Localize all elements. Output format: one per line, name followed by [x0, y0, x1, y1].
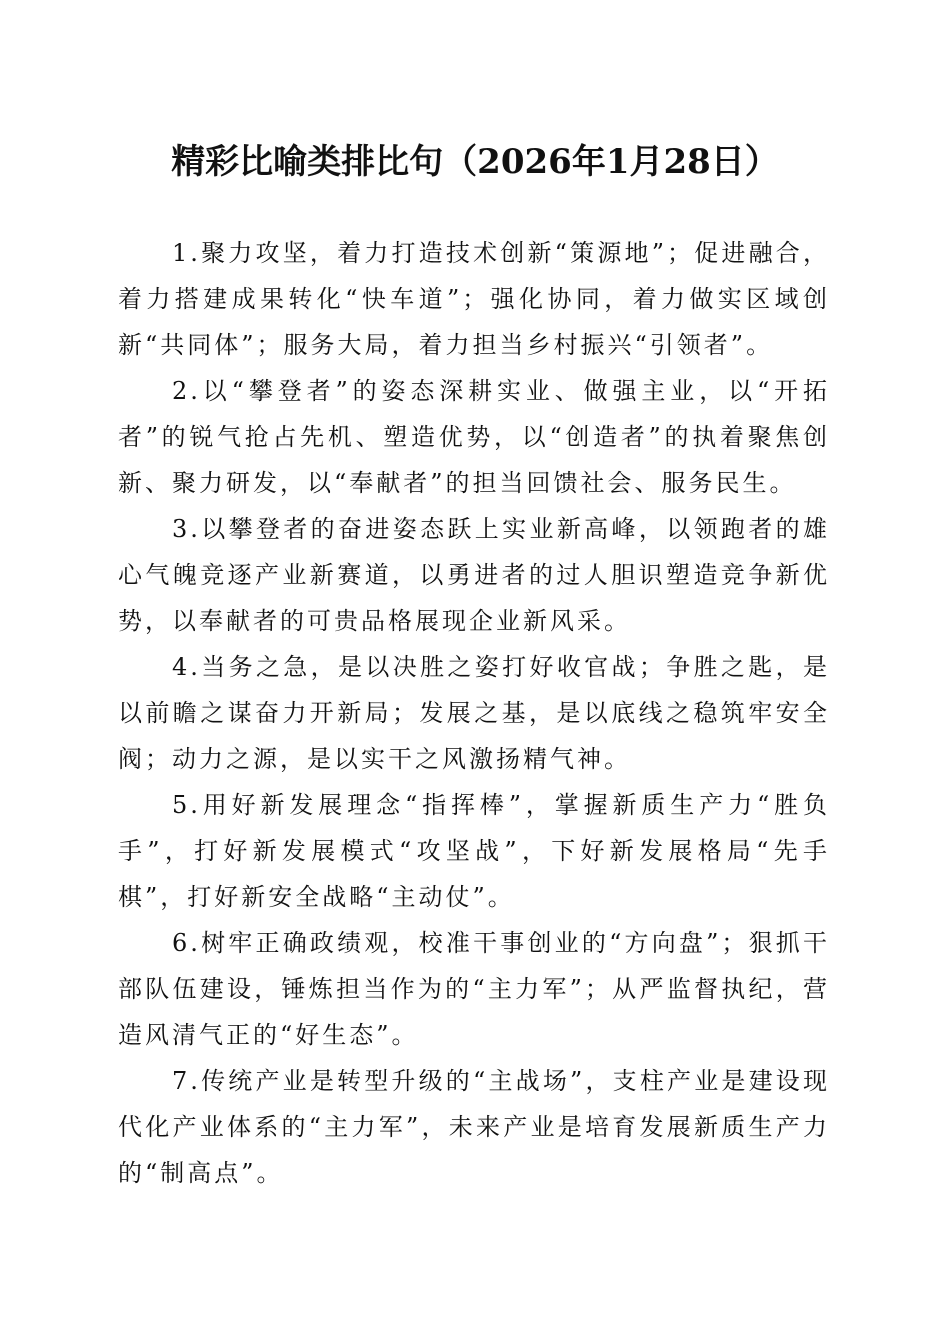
- paragraph-2: 2.以“攀登者”的姿态深耕实业、做强主业，以“开拓者”的锐气抢占先机、塑造优势，以“创造者”的执着聚焦创新、聚力研发，以“奉献者”的担当回馈社会、服务民生。: [118, 377, 830, 497]
- document-title: 精彩比喻类排比句（2026年1月28日）: [171, 142, 779, 182]
- document-body: [118, 230, 830, 1196]
- paragraph-1: 1.聚力攻坚，着力打造技术创新“策源地”；促进融合，着力搭建成果转化“快车道”；强化协同，着力做实区域创新“共同体”；服务大局，着力担当乡村振兴“引领者”。: [118, 239, 830, 359]
- paragraph-7: 7.传统产业是转型升级的“主战场”，支柱产业是建设现代化产业体系的“主力军”，未来产业是培育发展新质生产力的“制高点”。: [118, 1067, 830, 1187]
- paragraph-5: 5.用好新发展理念“指挥棒”，掌握新质生产力“胜负手”，打好新发展模式“攻坚战”，下好新发展格局“先手棋”，打好新安全战略“主动仗”。: [118, 791, 830, 911]
- paragraph-6: 6.树牢正确政绩观，校准干事创业的“方向盘”；狠抓干部队伍建设，锤炼担当作为的“主力军”；从严监督执纪，营造风清气正的“好生态”。: [118, 929, 830, 1049]
- paragraph-4: 4.当务之急，是以决胜之姿打好收官战；争胜之匙，是以前瞻之谋奋力开新局；发展之基，是以底线之稳筑牢安全阀；动力之源，是以实干之风激扬精气神。: [118, 653, 830, 773]
- paragraph-3: 3.以攀登者的奋进姿态跃上实业新高峰，以领跑者的雄心气魄竞逐产业新赛道，以勇进者的过人胆识塑造竞争新优势，以奉献者的可贵品格展现企业新风采。: [118, 515, 830, 635]
